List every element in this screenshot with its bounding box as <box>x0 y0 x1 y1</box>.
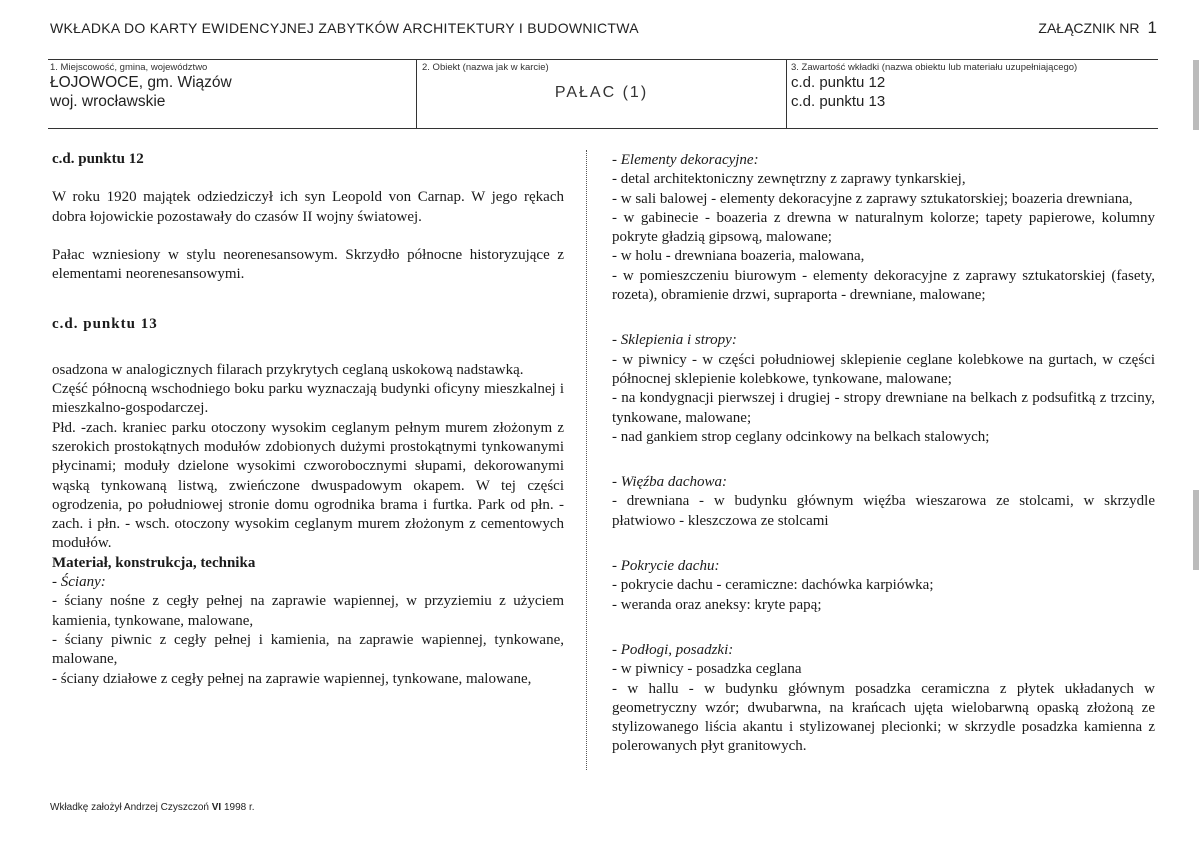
paragraph: Część północną wschodniego boku parku wyznaczają budynki oficyny mieszkalnej i mieszkalno-gospodarczej. <box>52 381 564 417</box>
paragraph: osadzona w analogicznych filarach przykrytych ceglaną uskokową nadstawką. <box>52 361 524 378</box>
list-item: - w hallu - w budynku głównym posadzka ceramiczna z płytek układanych w geometryczny wzór; dwubarwna, na krańcach ujęta wielobarwną opaską złożoną ze stylizowanego liścia akantu i stylizowanej plecionki; w skrzydle posadzka kamienna z polerowanych płyt granitowych. <box>612 680 1155 755</box>
annex-label: ZAŁĄCZNIK NR <box>1038 20 1140 36</box>
info-table <box>48 59 1158 129</box>
list-item: - ściany działowe z cegły pełnej na zaprawie wapiennej, tynkowane, malowane, <box>52 670 532 687</box>
location-value-line2: woj. wrocławskie <box>50 93 166 110</box>
object-cell <box>416 60 786 128</box>
contents-label: 3. Zawartość wkładki (nazwa obiektu lub materiału uzupełniającego) <box>791 62 1078 73</box>
list-item: - drewniana - w budynku głównym więźba wieszarowa ze stolcami, w skrzydle płatwiowo - kleszczowa ze stolcami <box>612 493 1155 529</box>
column-divider <box>586 150 587 770</box>
list-item: - w piwnicy - posadzka ceglana <box>612 661 802 678</box>
list-item: - w gabinecie - boazeria z drewna w naturalnym kolorze; tapety papierowe, kolumny pokryte gładzią gipsową, malowane; <box>612 209 1155 246</box>
left-column <box>52 150 564 689</box>
list-item: - ściany nośne z cegły pełnej na zaprawie wapiennej, w przyziemiu z użyciem kamienia, tynkowane, malowane, <box>52 593 564 629</box>
location-cell <box>48 60 416 128</box>
footer-note <box>50 802 255 813</box>
right-column <box>612 151 1155 757</box>
paragraph: Płd. -zach. kraniec parku otoczony wysokim ceglanym pełnym murem złożonym z szerokich prostokątnych modułów zdobionych dużymi prostokątnymi tynkowanymi płycinami; moduły dzielone wysokimi czworobocznymi słupami, dekorowanymi wąską tynkowaną listwą, zwieńczone dwuspadowym okapem. W tej części ogrodzenia, po południowej stronie domu ogrodnika brama i furtka. Park od płn. -zach. i płn. - wsch. otoczony wysokim ceglanym murem złożonym z cementowych modułów. <box>52 419 564 552</box>
subsection-title: - Podłogi, posadzki: <box>612 641 734 658</box>
object-label: 2. Obiekt (nazwa jak w karcie) <box>422 62 549 73</box>
subsection-title: - Pokrycie dachu: <box>612 558 720 575</box>
location-label: 1. Miejscowość, gmina, województwo <box>50 62 208 73</box>
footer-month: VI <box>211 802 222 813</box>
paragraph: W roku 1920 majątek odziedziczył ich syn Leopold von Carnap. W jego rękach dobra łojowickie pozostawały do czasów II wojny światowej. <box>52 189 564 225</box>
list-item: - w pomieszczeniu biurowym - elementy dekoracyjne z zaprawy sztukatorskiej (fasety, rozeta), obramienie drzwi, supraporta - drewniane, malowane; <box>612 267 1155 304</box>
section-heading-13: c.d. punktu 13 <box>52 316 158 333</box>
material-heading: Materiał, konstrukcja, technika <box>52 554 256 571</box>
annex-number-value: 1 <box>1147 18 1157 37</box>
subsection-title: - Elementy dekoracyjne: <box>612 152 759 168</box>
subsection-title: - Ściany: <box>52 574 106 591</box>
contents-value-line1: c.d. punktu 12 <box>791 74 886 91</box>
contents-cell <box>786 60 1158 128</box>
location-value-line1: ŁOJOWOCE, gm. Wiązów <box>50 74 232 91</box>
list-item: - na kondygnacji pierwszej i drugiej - stropy drewniane na belkach z podsufitką z trzciny, tynkowane, malowane; <box>612 390 1155 426</box>
footer-year: 1998 r. <box>223 802 255 813</box>
list-item: - pokrycie dachu - ceramiczne: dachówka karpiówka; <box>612 577 934 594</box>
contents-value-line2: c.d. punktu 13 <box>791 93 886 110</box>
list-item: - ściany piwnic z cegły pełnej i kamienia, na zaprawie wapiennej, tynkowane, malowane, <box>52 631 564 668</box>
list-item: - w sali balowej - elementy dekoracyjne z zaprawy sztukatorskiej; boazeria drewniana, <box>612 190 1133 207</box>
list-item: - nad gankiem strop ceglany odcinkowy na belkach stalowych; <box>612 428 990 445</box>
subsection-title: - Sklepienia i stropy: <box>612 332 737 349</box>
object-name: PAŁAC (1) <box>554 84 649 101</box>
form-title: WKŁADKA DO KARTY EWIDENCYJNEJ ZABYTKÓW ARCHITEKTURY I BUDOWNICTWA <box>50 20 639 36</box>
subsection-title: - Więźba dachowa: <box>612 474 727 491</box>
footer-author: Wkładkę założył Andrzej Czyszczoń <box>50 802 209 813</box>
list-item: - detal architektoniczny zewnętrzny z zaprawy tynkarskiej, <box>612 171 966 188</box>
annex-number <box>1038 18 1157 38</box>
section-heading-12: c.d. punktu 12 <box>52 151 144 167</box>
scan-edge-mark <box>1193 490 1199 570</box>
list-item: - w piwnicy - w części południowej sklepienie ceglane kolebkowe na gurtach, w części północnej sklepienie kolebkowe, tynkowane, malowane; <box>612 351 1155 387</box>
list-item: - weranda oraz aneksy: kryte papą; <box>612 596 822 613</box>
paragraph: Pałac wzniesiony w stylu neorenesansowym. Skrzydło północne historyzujące z elementami neorenesansowymi. <box>52 246 564 283</box>
scan-edge-mark <box>1193 60 1199 130</box>
list-item: - w holu - drewniana boazeria, malowana, <box>612 248 865 265</box>
